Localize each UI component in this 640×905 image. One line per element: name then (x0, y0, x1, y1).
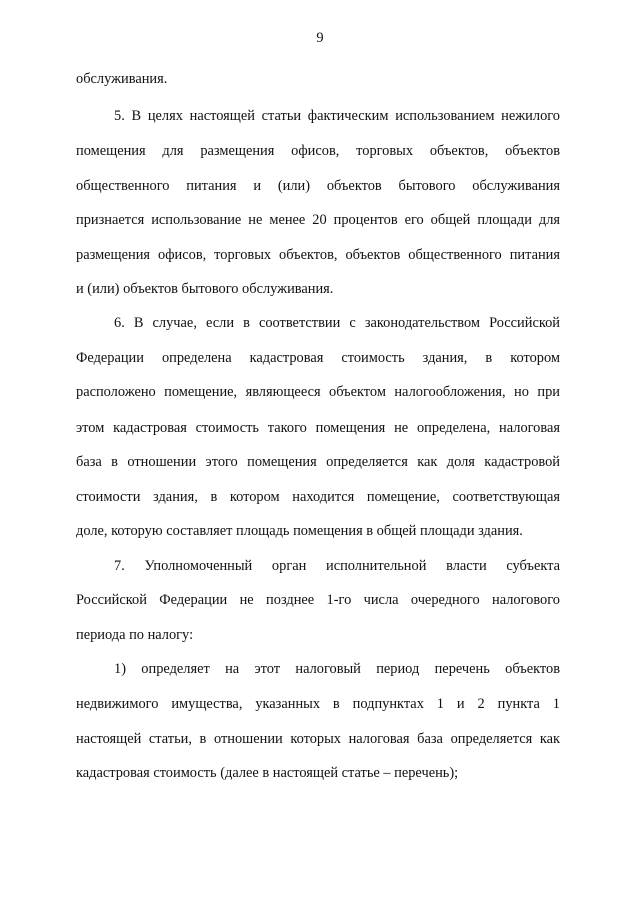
paragraph-5-line: общественного питания и (или) объектов бытового обслуживания (76, 178, 560, 194)
paragraph-7-line: 7. Уполномоченный орган исполнительной власти субъекта (114, 558, 560, 574)
paragraph-5-line: помещения для размещения офисов, торговых объектов, объектов (76, 143, 560, 159)
subparagraph-1-line: настоящей статьи, в отношении которых налоговая база определяется как (76, 731, 560, 747)
paragraph-6-line: база в отношении этого помещения определяется как доля кадастровой (76, 454, 560, 470)
subparagraph-1-line: 1) определяет на этот налоговый период перечень объектов (114, 661, 560, 677)
paragraph-6-line: 6. В случае, если в соответствии с законодательством Российской (114, 315, 560, 331)
paragraph-5-line: размещения офисов, торговых объектов, объектов общественного питания (76, 247, 560, 263)
paragraph-5-line: 5. В целях настоящей статьи фактическим использованием нежилого (114, 108, 560, 124)
subparagraph-1-line: кадастровая стоимость (далее в настоящей статье – перечень); (76, 765, 459, 781)
page-number: 9 (316, 30, 324, 46)
paragraph-6-line: доле, которую составляет площадь помещения в общей площади здания. (76, 523, 523, 539)
subparagraph-1-line: недвижимого имущества, указанных в подпунктах 1 и 2 пункта 1 (76, 696, 560, 712)
paragraph-7-line: периода по налогу: (76, 627, 194, 643)
paragraph-6-line: этом кадастровая стоимость такого помещения не определена, налоговая (76, 420, 560, 436)
paragraph-5-line: признается использование не менее 20 процентов его общей площади для (76, 212, 560, 228)
paragraph-5-line: и (или) объектов бытового обслуживания. (76, 281, 334, 297)
paragraph-6-line: Федерации определена кадастровая стоимость здания, в котором (76, 350, 560, 366)
paragraph-7-line: Российской Федерации не позднее 1-го числа очередного налогового (76, 592, 560, 608)
text-line: обслуживания. (76, 71, 168, 87)
paragraph-6-line: стоимости здания, в котором находится помещение, соответствующая (76, 489, 560, 505)
paragraph-6-line: расположено помещение, являющееся объектом налогообложения, но при (76, 384, 560, 400)
